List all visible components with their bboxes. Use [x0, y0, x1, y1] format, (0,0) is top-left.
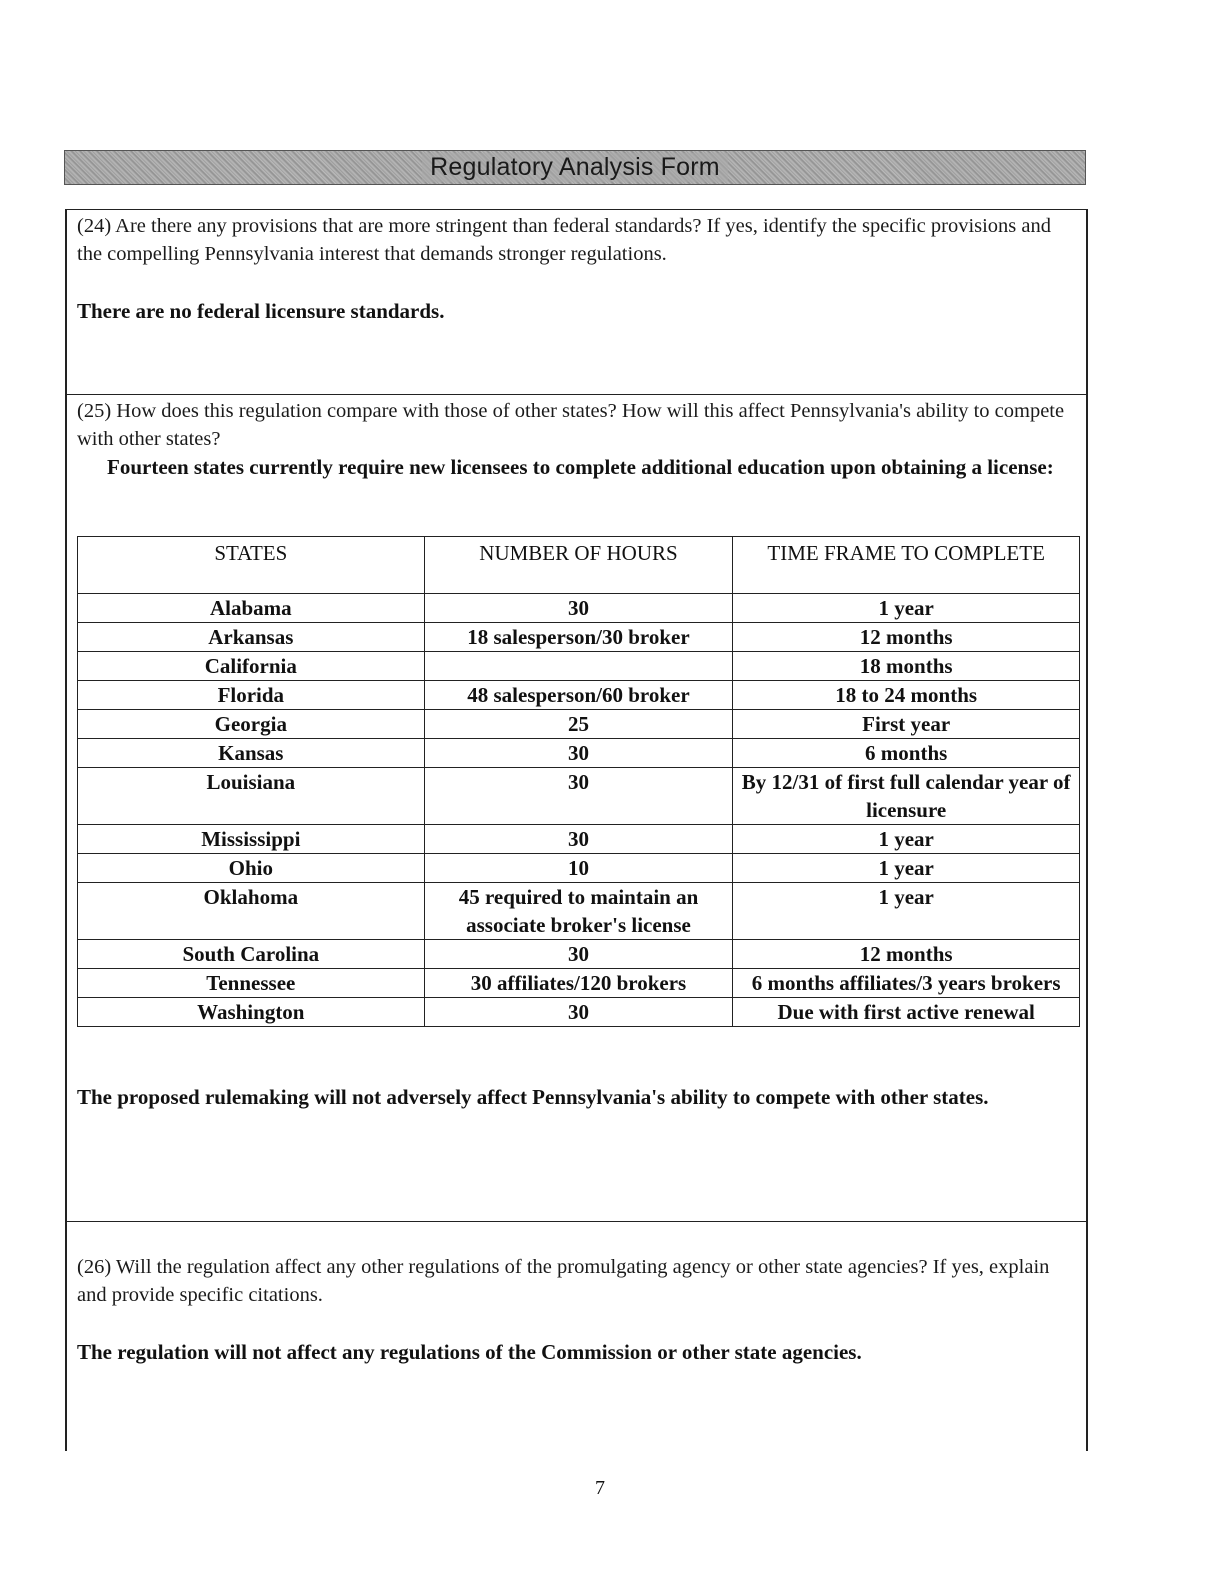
state-cell: California	[78, 652, 425, 681]
table-row	[78, 681, 1080, 710]
hours-cell: 30	[424, 739, 733, 768]
time-frame-cell: 1 year	[733, 854, 1080, 883]
state-cell: Louisiana	[78, 768, 425, 825]
state-cell: South Carolina	[78, 940, 425, 969]
form-title: Regulatory Analysis Form	[422, 153, 728, 182]
state-cell: Ohio	[78, 854, 425, 883]
state-cell: Tennessee	[78, 969, 425, 998]
table-row	[78, 623, 1080, 652]
table-row	[78, 998, 1080, 1027]
time-frame-cell: 1 year	[733, 825, 1080, 854]
hours-cell: 48 salesperson/60 broker	[424, 681, 733, 710]
table-row	[78, 940, 1080, 969]
column-header-states: STATES	[78, 537, 425, 594]
hours-cell: 18 salesperson/30 broker	[424, 623, 733, 652]
time-frame-cell: 12 months	[733, 623, 1080, 652]
hours-cell: 30	[424, 594, 733, 623]
table-row	[78, 768, 1080, 825]
time-frame-cell: First year	[733, 710, 1080, 739]
state-cell: Alabama	[78, 594, 425, 623]
form-header-bar	[64, 150, 1086, 185]
state-cell: Georgia	[78, 710, 425, 739]
time-frame-cell: 18 months	[733, 652, 1080, 681]
question-25: (25) How does this regulation compare with those of other states? How will this affect Pennsylvania's ability to compete with other states?	[77, 400, 1065, 450]
state-cell: Kansas	[78, 739, 425, 768]
page-number: 7	[595, 1477, 605, 1499]
answer-25: The proposed rulemaking will not adversely affect Pennsylvania's ability to compete with other states.	[77, 1085, 989, 1109]
hours-cell: 30	[424, 825, 733, 854]
answer-26: The regulation will not affect any regulations of the Commission or other state agencies.	[77, 1340, 862, 1364]
table-header-row	[78, 537, 1080, 594]
state-cell: Arkansas	[78, 623, 425, 652]
answer-25-intro: Fourteen states currently require new licensees to complete additional education upon obtaining a license:	[107, 455, 1054, 479]
hours-cell: 30	[424, 768, 733, 825]
state-cell: Mississippi	[78, 825, 425, 854]
time-frame-cell: 1 year	[733, 594, 1080, 623]
question-24: (24) Are there any provisions that are more stringent than federal standards? If yes, identify the specific provisions and the compelling Pennsylvania interest that demands stronger regulations.	[77, 215, 1052, 265]
table-row	[78, 854, 1080, 883]
table-row	[78, 739, 1080, 768]
time-frame-cell: 6 months affiliates/3 years brokers	[733, 969, 1080, 998]
hours-cell: 45 required to maintain an associate broker's license	[424, 883, 733, 940]
table-row	[78, 969, 1080, 998]
table-row	[78, 652, 1080, 681]
time-frame-cell: 18 to 24 months	[733, 681, 1080, 710]
section-divider	[65, 1221, 1088, 1222]
hours-cell: 30 affiliates/120 brokers	[424, 969, 733, 998]
state-cell: Washington	[78, 998, 425, 1027]
hours-cell: 25	[424, 710, 733, 739]
column-header-hours: NUMBER OF HOURS	[424, 537, 733, 594]
column-header-time-frame: TIME FRAME TO COMPLETE	[733, 537, 1080, 594]
table-row	[78, 883, 1080, 940]
question-26: (26) Will the regulation affect any other regulations of the promulgating agency or other state agencies? If yes, explain and provide specific citations.	[77, 1256, 1050, 1306]
table-row	[78, 594, 1080, 623]
states-table	[77, 536, 1080, 1027]
time-frame-cell: 6 months	[733, 739, 1080, 768]
time-frame-cell: By 12/31 of first full calendar year of licensure	[733, 768, 1080, 825]
state-cell: Florida	[78, 681, 425, 710]
section-divider	[65, 394, 1088, 395]
hours-cell	[424, 652, 733, 681]
hours-cell: 30	[424, 940, 733, 969]
state-cell: Oklahoma	[78, 883, 425, 940]
hours-cell: 10	[424, 854, 733, 883]
table-row	[78, 825, 1080, 854]
time-frame-cell: Due with first active renewal	[733, 998, 1080, 1027]
hours-cell: 30	[424, 998, 733, 1027]
time-frame-cell: 1 year	[733, 883, 1080, 940]
answer-24: There are no federal licensure standards.	[77, 299, 445, 323]
time-frame-cell: 12 months	[733, 940, 1080, 969]
table-row	[78, 710, 1080, 739]
